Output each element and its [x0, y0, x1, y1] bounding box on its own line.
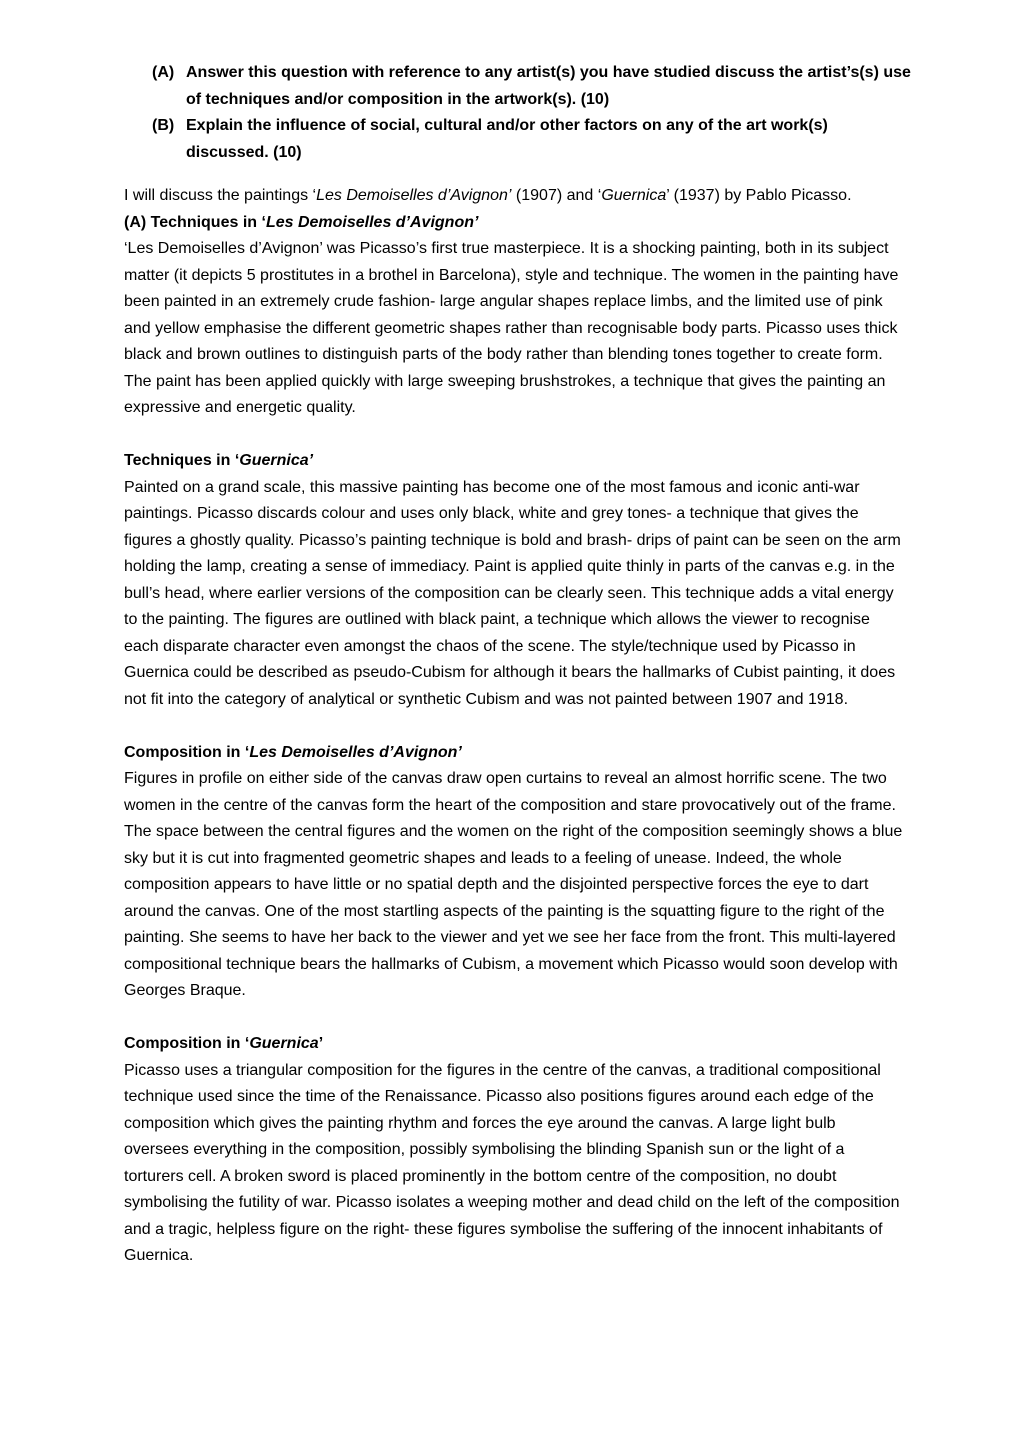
question-a-marker: (A): [152, 64, 175, 81]
essay-body: [124, 183, 904, 1270]
question-b-marker: (B): [152, 117, 175, 134]
section-paragraph: ‘Les Demoiselles d’Avignon’ was Picasso’s first true masterpiece. It is a shocking painting, both in its subject matter (it depicts 5 prostitutes in a brothel in Barcelona), style and technique. The women in the painting have been painted in an extremely crude fashion- large angular shapes replace limbs, and the limited use of pink and yellow emphasise the different geometric shapes rather than recognisable body parts. Picasso uses thick black and brown outlines to distinguish parts of the body rather than blending tones together to create form. The paint has been applied quickly with large sweeping brushstrokes, a technique that gives the painting an expressive and energetic quality.: [124, 240, 899, 416]
intro-text-3: ’ (1937) by Pablo Picasso.: [666, 187, 852, 204]
section-techniques-guernica: [124, 448, 904, 713]
question-a: [152, 60, 912, 113]
section-composition-demoiselles: [124, 740, 904, 1005]
section-heading: (A) Techniques in ‘Les Demoiselles d’Avignon’: [124, 213, 479, 231]
intro-title-guernica: Guernica: [601, 187, 667, 204]
intro-title-demoiselles: Les Demoiselles d’Avignon’: [316, 187, 512, 204]
question-b: [152, 113, 912, 166]
question-a-text: Answer this question with reference to any artist(s) you have studied discuss the artist’s(s) use of techniques and/or composition in the artwork(s). (10): [186, 64, 911, 108]
section-heading: Composition in ‘Les Demoiselles d’Avignon’: [124, 743, 462, 761]
intro-text-2: (1907) and ‘: [511, 187, 602, 204]
section-paragraph: Picasso uses a triangular composition for the figures in the centre of the canvas, a traditional compositional technique used since the time of the Renaissance. Picasso also positions figures around each edge of the composition which gives the painting rhythm and forces the eye around the canvas. A large light bulb oversees everything in the composition, possibly symbolising the blinding Spanish sun or the light of a torturers cell. A broken sword is placed prominently in the bottom centre of the composition, no doubt symbolising the futility of war. Picasso isolates a weeping mother and dead child on the left of the composition and a tragic, helpless figure on the right- these figures symbolise the suffering of the innocent inhabitants of Guernica.: [124, 1061, 900, 1264]
intro-text-1: I will discuss the paintings ‘: [124, 187, 317, 204]
intro-paragraph: [124, 183, 904, 210]
section-heading: Composition in ‘Guernica’: [124, 1035, 324, 1052]
question-list: [152, 60, 912, 166]
section-paragraph: Painted on a grand scale, this massive painting has become one of the most famous and iconic anti-war paintings. Picasso discards colour and uses only black, white and grey tones- a technique that gives the figures a ghostly quality. Picasso’s painting technique is bold and brash- drips of paint can be seen on the arm holding the lamp, creating a sense of immediacy. Paint is applied quite thinly in parts of the canvas e.g. in the bull’s head, where earlier versions of the composition can be clearly seen. This technique adds a vital energy to the painting. The figures are outlined with black paint, a technique which allows the viewer to recognise each disparate character even amongst the chaos of the scene. The style/technique used by Picasso in Guernica could be described as pseudo-Cubism for although it bears the hallmarks of Cubist painting, it does not fit into the category of analytical or synthetic Cubism and was not painted between 1907 and 1918.: [124, 478, 901, 708]
section-paragraph: Figures in profile on either side of the canvas draw open curtains to reveal an almost horrific scene. The two women in the centre of the canvas form the heart of the composition and stare provocatively out of the frame. The space between the central figures and the women on the right of the composition seemingly shows a blue sky but it is cut into fragmented geometric shapes and leads to a feeling of unease. Indeed, the whole composition appears to have little or no spatial depth and the disjointed perspective forces the eye to dart around the canvas. One of the most startling aspects of the painting is the squatting figure to the right of the painting. She seems to have her back to the viewer and yet we see her face from the front. This multi-layered compositional technique bears the hallmarks of Cubism, a movement which Picasso would soon develop with Georges Braque.: [124, 770, 903, 999]
section-composition-guernica: [124, 1031, 904, 1270]
section-techniques-demoiselles: [124, 210, 904, 422]
section-heading: Techniques in ‘Guernica’: [124, 452, 314, 469]
question-b-text: Explain the influence of social, cultural and/or other factors on any of the art work(s) discussed. (10): [186, 117, 828, 161]
